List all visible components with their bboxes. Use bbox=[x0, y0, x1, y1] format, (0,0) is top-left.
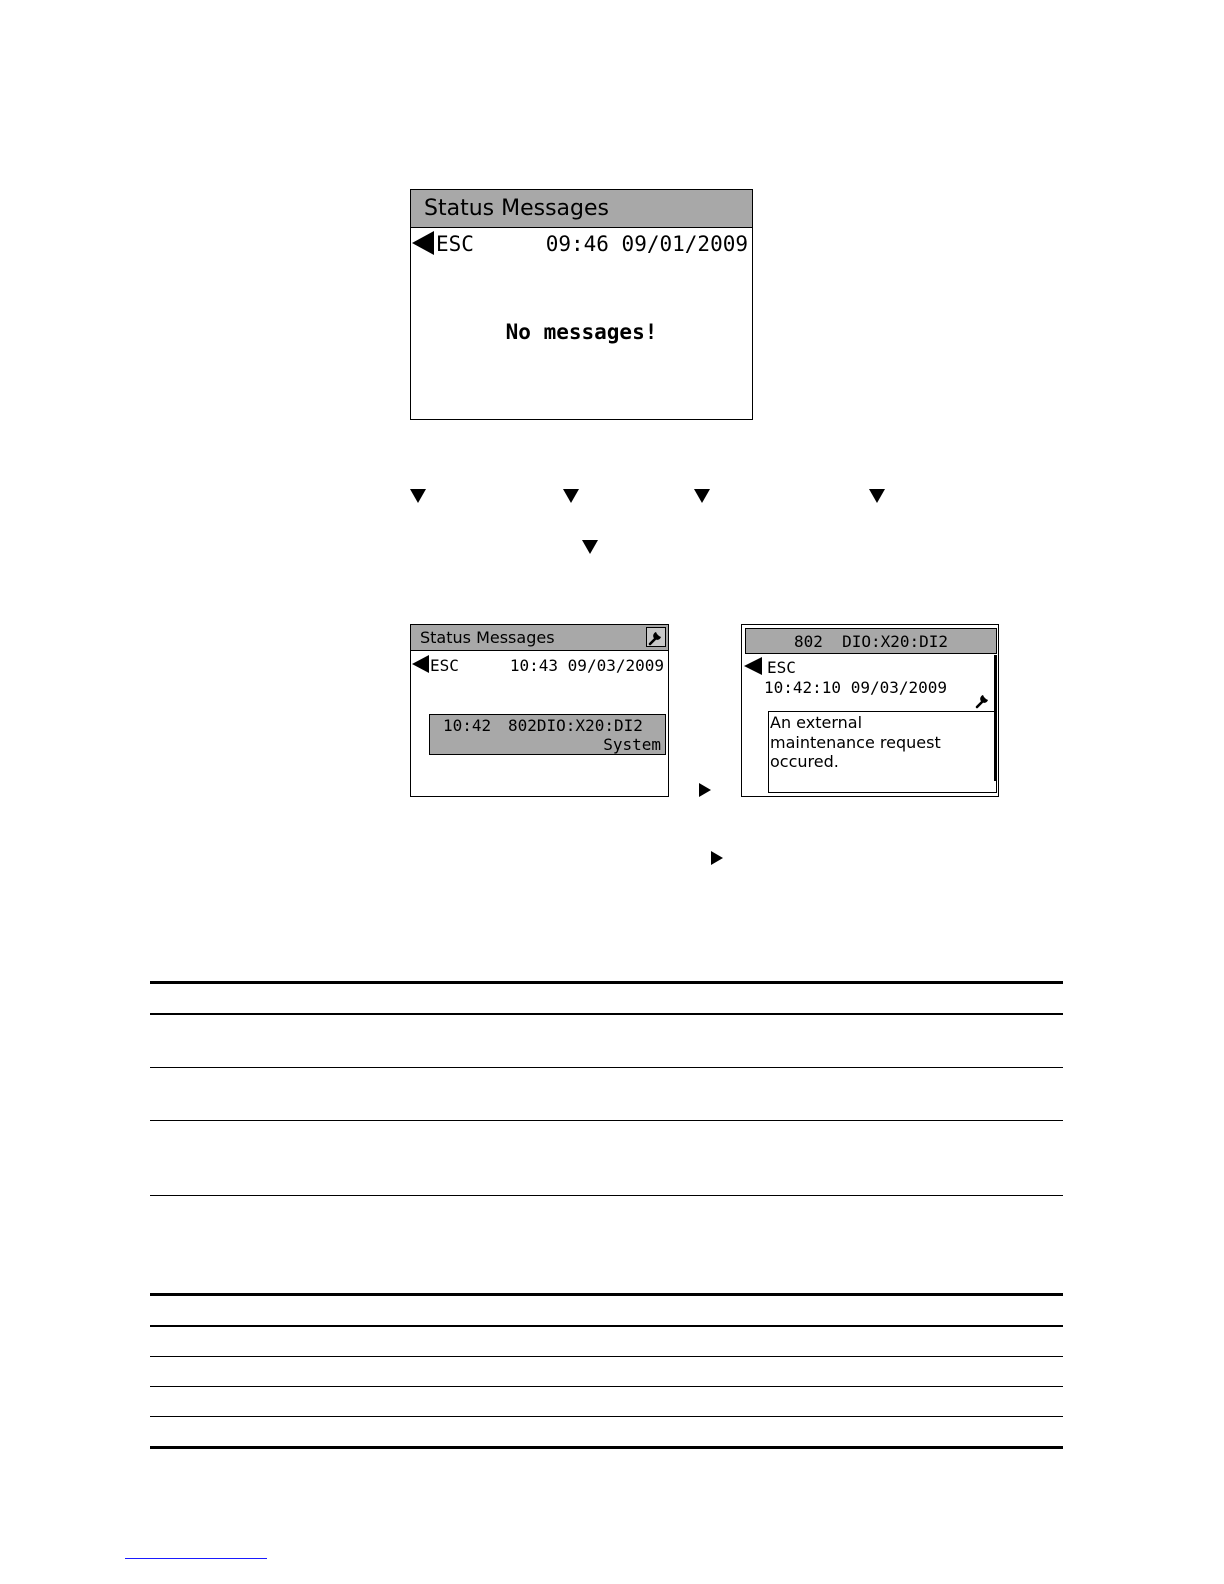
message-line: occured. bbox=[770, 752, 839, 771]
table-row-rule bbox=[150, 1067, 1063, 1068]
table-top-rule bbox=[150, 981, 1063, 984]
down-arrow-icon bbox=[582, 540, 598, 554]
esc-button[interactable]: ESC bbox=[436, 232, 474, 256]
down-arrow-icon bbox=[694, 489, 710, 503]
screen-title: 802 DIO:X20:DI2 bbox=[793, 632, 949, 651]
table-bottom-rule bbox=[150, 1446, 1063, 1449]
table-row-rule bbox=[150, 1386, 1063, 1387]
table-row-rule bbox=[150, 1120, 1063, 1121]
screen-title-bar bbox=[745, 628, 997, 654]
back-arrow-icon[interactable] bbox=[412, 231, 434, 255]
wrench-icon bbox=[646, 627, 666, 647]
right-arrow-icon bbox=[699, 783, 711, 797]
datetime-display: 10:42:10 09/03/2009 bbox=[764, 678, 948, 697]
wrench-icon bbox=[974, 691, 992, 709]
back-arrow-icon[interactable] bbox=[412, 655, 429, 673]
esc-button[interactable]: ESC bbox=[430, 656, 459, 675]
message-line: maintenance request bbox=[770, 733, 941, 752]
down-arrow-icon bbox=[869, 489, 885, 503]
lcd-screen-no-messages bbox=[410, 189, 753, 420]
right-arrow-icon bbox=[711, 851, 723, 865]
screen-title: Status Messages bbox=[420, 628, 555, 647]
message-list-item[interactable] bbox=[429, 714, 666, 755]
screen-title-bar bbox=[411, 190, 752, 228]
esc-button[interactable]: ESC bbox=[767, 658, 796, 677]
down-arrow-icon bbox=[410, 489, 426, 503]
no-messages-text: No messages! bbox=[505, 320, 658, 344]
message-id: 802DIO:X20:DI2 bbox=[508, 716, 643, 735]
lcd-screen-message-detail bbox=[741, 624, 999, 797]
table-header-rule bbox=[150, 1013, 1063, 1015]
datetime-display: 10:43 09/03/2009 bbox=[509, 656, 664, 675]
footer-link-underline[interactable] bbox=[125, 1558, 267, 1559]
table-row-rule bbox=[150, 1195, 1063, 1196]
message-line: An external bbox=[770, 713, 863, 732]
back-arrow-icon[interactable] bbox=[744, 657, 762, 675]
lcd-screen-message-list bbox=[410, 624, 669, 797]
message-time: 10:42 bbox=[443, 716, 492, 735]
message-text-box bbox=[768, 711, 997, 793]
screen-title-bar bbox=[411, 625, 668, 651]
screen-title: Status Messages bbox=[424, 196, 609, 221]
table-top-rule bbox=[150, 1293, 1063, 1296]
down-arrow-icon bbox=[563, 489, 579, 503]
table-row-rule bbox=[150, 1356, 1063, 1357]
message-source: System bbox=[603, 735, 661, 754]
datetime-display: 09:46 09/01/2009 bbox=[545, 232, 748, 256]
table-header-rule bbox=[150, 1325, 1063, 1327]
table-row-rule bbox=[150, 1416, 1063, 1417]
